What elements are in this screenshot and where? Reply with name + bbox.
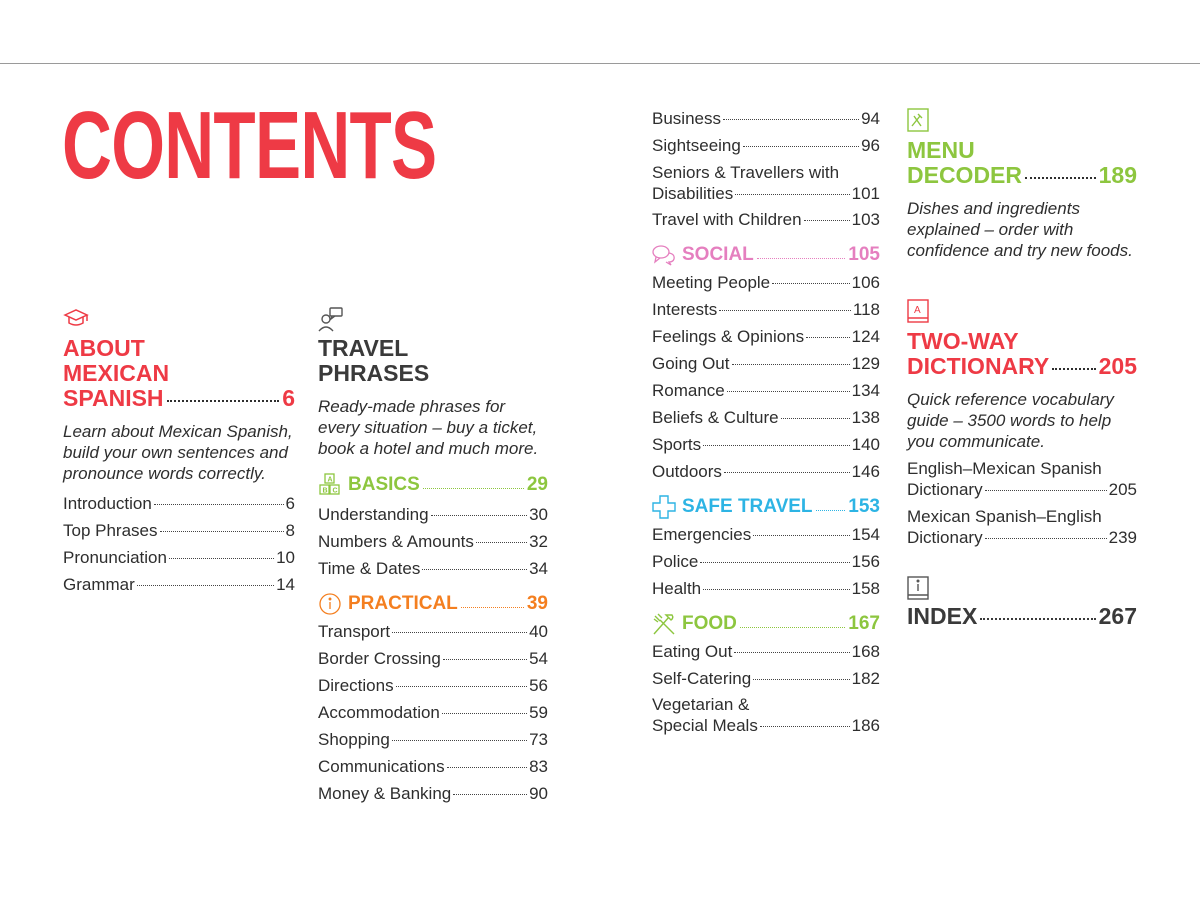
dictionary-entry-page: 239: [1108, 528, 1137, 547]
graduation-cap-icon: [63, 306, 89, 332]
toc-entry[interactable]: [652, 638, 880, 665]
toc-entry[interactable]: [652, 296, 880, 323]
toc-entry[interactable]: [652, 404, 880, 431]
toc-entry[interactable]: [63, 544, 295, 571]
toc-entry-title: Feelings & Opinions: [652, 327, 805, 346]
toc-entry-title: Interests: [652, 300, 718, 319]
toc-entry-title: Health: [652, 579, 702, 598]
toc-entry-page: 56: [529, 676, 548, 695]
toc-entry-page: 34: [529, 559, 548, 578]
toc-entry-page: 124: [851, 327, 880, 346]
toc-entry[interactable]: [652, 323, 880, 350]
dictionary-entry[interactable]: [907, 506, 1137, 548]
toc-entry-title: Time & Dates: [318, 559, 421, 578]
travel-section: [318, 306, 548, 807]
toc-entry[interactable]: [318, 672, 548, 699]
dot-leader: [443, 659, 527, 660]
toc-entry-title: Transport: [318, 622, 391, 641]
toc-entry-title: Eating Out: [652, 642, 733, 661]
food-heading[interactable]: FOOD 167: [652, 610, 880, 638]
toc-entry-page: 138: [851, 408, 880, 427]
col3-section: [652, 105, 880, 742]
toc-entry-page: 73: [529, 730, 548, 749]
toc-entry[interactable]: [652, 377, 880, 404]
dot-leader: [781, 418, 850, 419]
dot-leader: [392, 740, 527, 741]
toc-entry[interactable]: [318, 555, 548, 582]
dot-leader: [447, 767, 527, 768]
toc-entry-page: 158: [851, 579, 880, 598]
dot-leader: [700, 562, 849, 563]
dot-leader: [392, 632, 527, 633]
practical-entries: [318, 618, 548, 807]
toc-entry-page: 106: [851, 273, 880, 292]
toc-entry[interactable]: [652, 521, 880, 548]
menu-decoder-heading[interactable]: MENU DECODER 189: [907, 137, 1137, 188]
about-description: Learn about Mexican Spanish, build your own sentences and pronounce words correctly.: [63, 422, 293, 483]
toc-entry-title: Pronunciation: [63, 548, 167, 567]
person-speech-icon: [318, 306, 344, 332]
toc-entry[interactable]: [318, 699, 548, 726]
dictionary-description: Quick reference vocabulary guide – 3500 words to help you communicate.: [907, 390, 1114, 451]
dictionary-entry-subtitle: Dictionary: [907, 480, 983, 499]
dot-leader: [154, 504, 284, 505]
dot-leader: [703, 445, 849, 446]
toc-entry-page: 32: [529, 532, 548, 551]
toc-entry-title: Directions: [318, 676, 394, 695]
speech-bubbles-icon: [652, 243, 676, 267]
menu-decoder-description: Dishes and ingredients explained – order with confidence and try new foods.: [907, 199, 1133, 260]
toc-entry-page: 129: [851, 354, 880, 373]
menu-book-icon: [907, 108, 929, 132]
dot-leader: [772, 283, 849, 284]
dot-leader: [422, 569, 527, 570]
svg-text:A: A: [914, 305, 921, 316]
toc-entry[interactable]: [318, 501, 548, 528]
svg-text:B: B: [322, 487, 328, 495]
toc-entry-page: 10: [276, 548, 295, 567]
dot-leader: [442, 713, 527, 714]
social-heading[interactable]: SOCIAL 105: [652, 241, 880, 269]
dot-leader: [137, 585, 274, 586]
dot-leader: [734, 652, 849, 653]
toc-entry-title: Money & Banking: [318, 784, 452, 803]
dot-leader: [160, 531, 284, 532]
dot-leader: [806, 337, 849, 338]
dot-leader: [723, 119, 859, 120]
toc-entry-title: Outdoors: [652, 462, 722, 481]
index-book-icon: [907, 576, 929, 600]
index-heading[interactable]: INDEX 267: [907, 603, 1137, 629]
page-title: CONTENTS: [62, 92, 437, 199]
safe-travel-entries: [652, 521, 880, 602]
dot-leader: [453, 794, 527, 795]
dot-leader: [719, 310, 851, 311]
toc-entry[interactable]: [318, 618, 548, 645]
toc-entry-page: 134: [851, 381, 880, 400]
toc-entry[interactable]: [318, 753, 548, 780]
toc-entry-page: 140: [851, 435, 880, 454]
toc-entry-page: 182: [851, 669, 880, 688]
toc-entry[interactable]: [63, 490, 295, 517]
toc-entry-page: 14: [276, 575, 295, 594]
dot-leader: [476, 542, 527, 543]
toc-entry-page: 168: [851, 642, 880, 661]
dot-leader: [431, 515, 528, 516]
toc-entry-page: 54: [529, 649, 548, 668]
toc-entry-page: 30: [529, 505, 548, 524]
toc-entry-page: 59: [529, 703, 548, 722]
toc-entry[interactable]: [318, 726, 548, 753]
dot-leader: [753, 679, 849, 680]
about-heading[interactable]: ABOUT MEXICAN SPANISH 6: [63, 335, 295, 411]
seniors-entry[interactable]: Seniors & Travellers with Disabilities 101: [652, 163, 880, 203]
toc-entry-title: Accommodation: [318, 703, 440, 722]
toc-entry[interactable]: [318, 780, 548, 807]
toc-entry-title: Beliefs & Culture: [652, 408, 779, 427]
toc-entry-title: Emergencies: [652, 525, 752, 544]
toc-entry-page: 6: [285, 494, 295, 513]
toc-entry[interactable]: [318, 645, 548, 672]
toc-entry-title: Numbers & Amounts: [318, 532, 474, 551]
toc-entry-title: Border Crossing: [318, 649, 441, 668]
travel-description: Ready-made phrases for every situation – buy a ticket, book a hotel and much more.: [318, 397, 539, 458]
dictionary-entry-title: Mexican Spanish–English: [907, 507, 1102, 526]
toc-entry[interactable]: [652, 665, 880, 692]
dot-leader: [753, 535, 849, 536]
fork-knife-icon: [652, 612, 676, 636]
social-entries: [652, 269, 880, 485]
basics-entries: [318, 501, 548, 582]
dictionary-icon: [907, 299, 929, 323]
toc-entry-title: Shopping: [318, 730, 390, 749]
about-page: 6: [282, 385, 295, 411]
dot-leader: [985, 538, 1107, 539]
dictionary-entry-title: English–Mexican Spanish: [907, 459, 1102, 478]
toc-entry-page: 8: [285, 521, 295, 540]
toc-entry-title: Business: [652, 109, 721, 128]
toc-entry-title: Romance: [652, 381, 725, 400]
toc-entry[interactable]: [652, 105, 880, 132]
practical-continued-entries: [652, 105, 880, 159]
toc-entry[interactable]: [652, 458, 880, 485]
dictionary-entry-subtitle: Dictionary: [907, 528, 983, 547]
toc-entry-page: 83: [529, 757, 548, 776]
toc-entry[interactable]: [652, 548, 880, 575]
basics-heading[interactable]: A B C BASICS 29: [318, 471, 548, 499]
safe-travel-heading[interactable]: SAFE TRAVEL 153: [652, 493, 880, 521]
dot-leader: [727, 391, 850, 392]
dot-leader: [724, 472, 850, 473]
dot-leader: [396, 686, 527, 687]
toc-entry-page: 94: [861, 109, 880, 128]
toc-entry-title: Communications: [318, 757, 445, 776]
practical-heading[interactable]: PRACTICAL 39: [318, 590, 548, 618]
toc-entry-title: Going Out: [652, 354, 730, 373]
toc-entry-title: Understanding: [318, 505, 429, 524]
dot-leader: [743, 146, 859, 147]
toc-entry-title: Top Phrases: [63, 521, 158, 540]
toc-entry-title: Police: [652, 552, 699, 571]
top-rule: [0, 63, 1200, 64]
toc-entry-title: Self-Catering: [652, 669, 752, 688]
toc-entry-page: 156: [851, 552, 880, 571]
about-entries: [63, 490, 295, 598]
toc-entry-page: 146: [851, 462, 880, 481]
dictionary-entries: [907, 458, 1137, 548]
toc-entry[interactable]: [652, 575, 880, 602]
medical-cross-icon: [652, 495, 676, 519]
dot-leader: [985, 490, 1107, 491]
children-entry[interactable]: Travel with Children 103: [652, 210, 880, 229]
vegetarian-entry[interactable]: Vegetarian & Special Meals 186: [652, 695, 880, 735]
toc-entry[interactable]: [63, 517, 295, 544]
svg-text:C: C: [332, 487, 338, 495]
food-entries: [652, 638, 880, 692]
toc-entry[interactable]: [652, 431, 880, 458]
svg-text:A: A: [327, 476, 333, 484]
toc-entry-title: Grammar: [63, 575, 135, 594]
toc-entry-title: Sports: [652, 435, 702, 454]
toc-entry[interactable]: [652, 132, 880, 159]
dictionary-heading[interactable]: TWO-WAY DICTIONARY 205: [907, 328, 1137, 379]
dot-leader: [703, 589, 849, 590]
dictionary-entry[interactable]: [907, 458, 1137, 500]
toc-entry-title: Introduction: [63, 494, 152, 513]
toc-entry-page: 154: [851, 525, 880, 544]
about-section: [63, 306, 295, 598]
toc-entry-page: 90: [529, 784, 548, 803]
dot-leader: [169, 558, 274, 559]
toc-entry-title: Sightseeing: [652, 136, 741, 155]
info-circle-icon: [318, 592, 342, 616]
abc-blocks-icon: [318, 473, 342, 497]
toc-entry-page: 40: [529, 622, 548, 641]
col4-section: [907, 108, 1137, 629]
toc-entry-page: 118: [852, 300, 880, 319]
toc-entry[interactable]: [652, 350, 880, 377]
dot-leader: [732, 364, 850, 365]
toc-entry-title: Meeting People: [652, 273, 771, 292]
travel-heading[interactable]: TRAVEL PHRASES: [318, 335, 430, 386]
dictionary-entry-page: 205: [1108, 480, 1137, 499]
toc-entry-page: 96: [861, 136, 880, 155]
toc-entry[interactable]: [652, 269, 880, 296]
toc-entry[interactable]: [63, 571, 295, 598]
toc-entry[interactable]: [318, 528, 548, 555]
